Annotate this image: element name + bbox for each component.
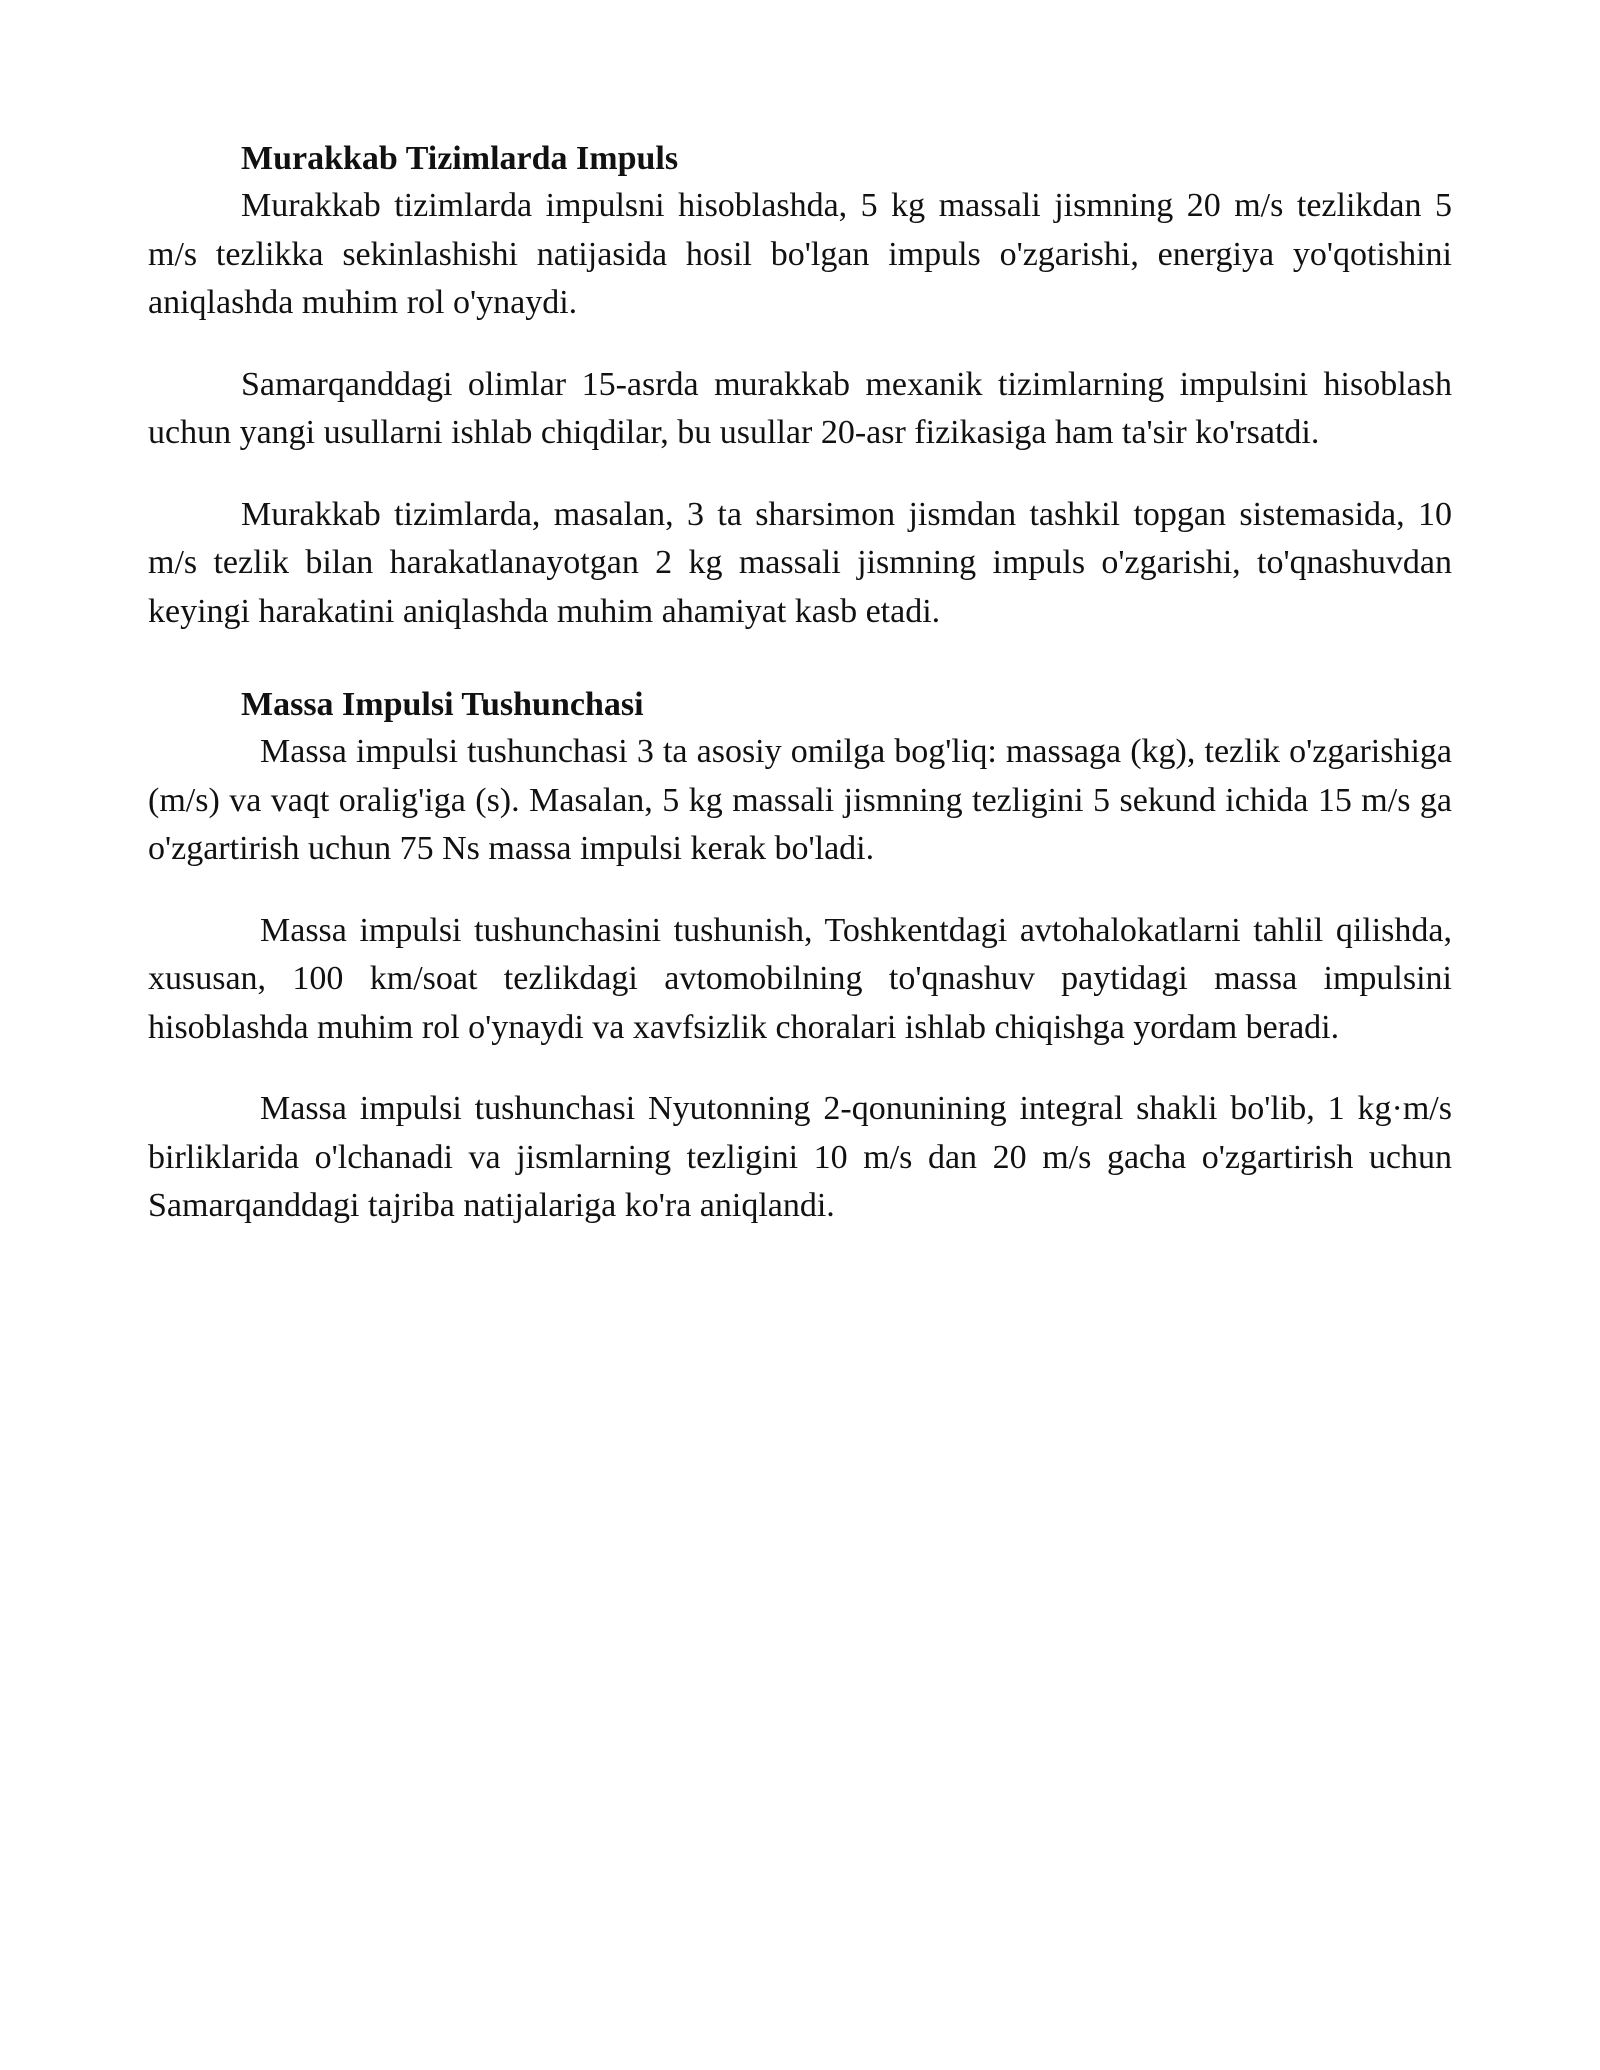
- paragraph: Murakkab tizimlarda impulsni hisoblashda, 5 kg massali jismning 20 m/s tezlikdan 5 m/s tezlikka sekinlashishi natijasida hosil bo'lgan impuls o'zgarishi, energiya yo'qotishini aniqlashda muhim rol o'ynaydi.: [148, 187, 1452, 321]
- section-heading: Massa Impulsi Tushunchasi: [241, 686, 644, 723]
- paragraph: Massa impulsi tushunchasi Nyutonning 2-qonunining integral shakli bo'lib, 1 kg·m/s birliklarida o'lchanadi va jismlarning tezligini 10 m/s dan 20 m/s gacha o'zgartirish uchun Samarqanddagi tajriba natijalariga ko'ra aniqlandi.: [148, 1090, 1452, 1224]
- document-page: [148, 136, 1452, 1231]
- paragraph: Murakkab tizimlarda, masalan, 3 ta sharsimon jismdan tashkil topgan sistemasida, 10 m/s tezlik bilan harakatlanayotgan 2 kg massali jismning impuls o'zgarishi, to'qnashuvdan keyingi harakatini aniqlashda muhim ahamiyat kasb etadi.: [148, 495, 1452, 630]
- section-heading: Murakkab Tizimlarda Impuls: [241, 140, 679, 177]
- paragraph: Samarqanddagi olimlar 15-asrda murakkab mexanik tizimlarning impulsini hisoblash uchun yangi usullarni ishlab chiqdilar, bu usullar 20-asr fizikasiga ham ta'sir ko'rsatdi.: [148, 365, 1452, 451]
- paragraph: Massa impulsi tushunchasini tushunish, Toshkentdagi avtohalokatlarni tahlil qilishda, xususan, 100 km/soat tezlikdagi avtomobilning to'qnashuv paytidagi massa impulsini hisoblashda muhim rol o'ynaydi va xavfsizlik choralari ishlab chiqishga yordam beradi.: [148, 911, 1452, 1046]
- paragraph: Massa impulsi tushunchasi 3 ta asosiy omilga bog'liq: massaga (kg), tezlik o'zgarishiga (m/s) va vaqt oralig'iga (s). Masalan, 5 kg massali jismning tezligini 5 sekund ichida 15 m/s ga o'zgartirish uchun 75 Ns massa impulsi kerak bo'ladi.: [148, 733, 1452, 867]
